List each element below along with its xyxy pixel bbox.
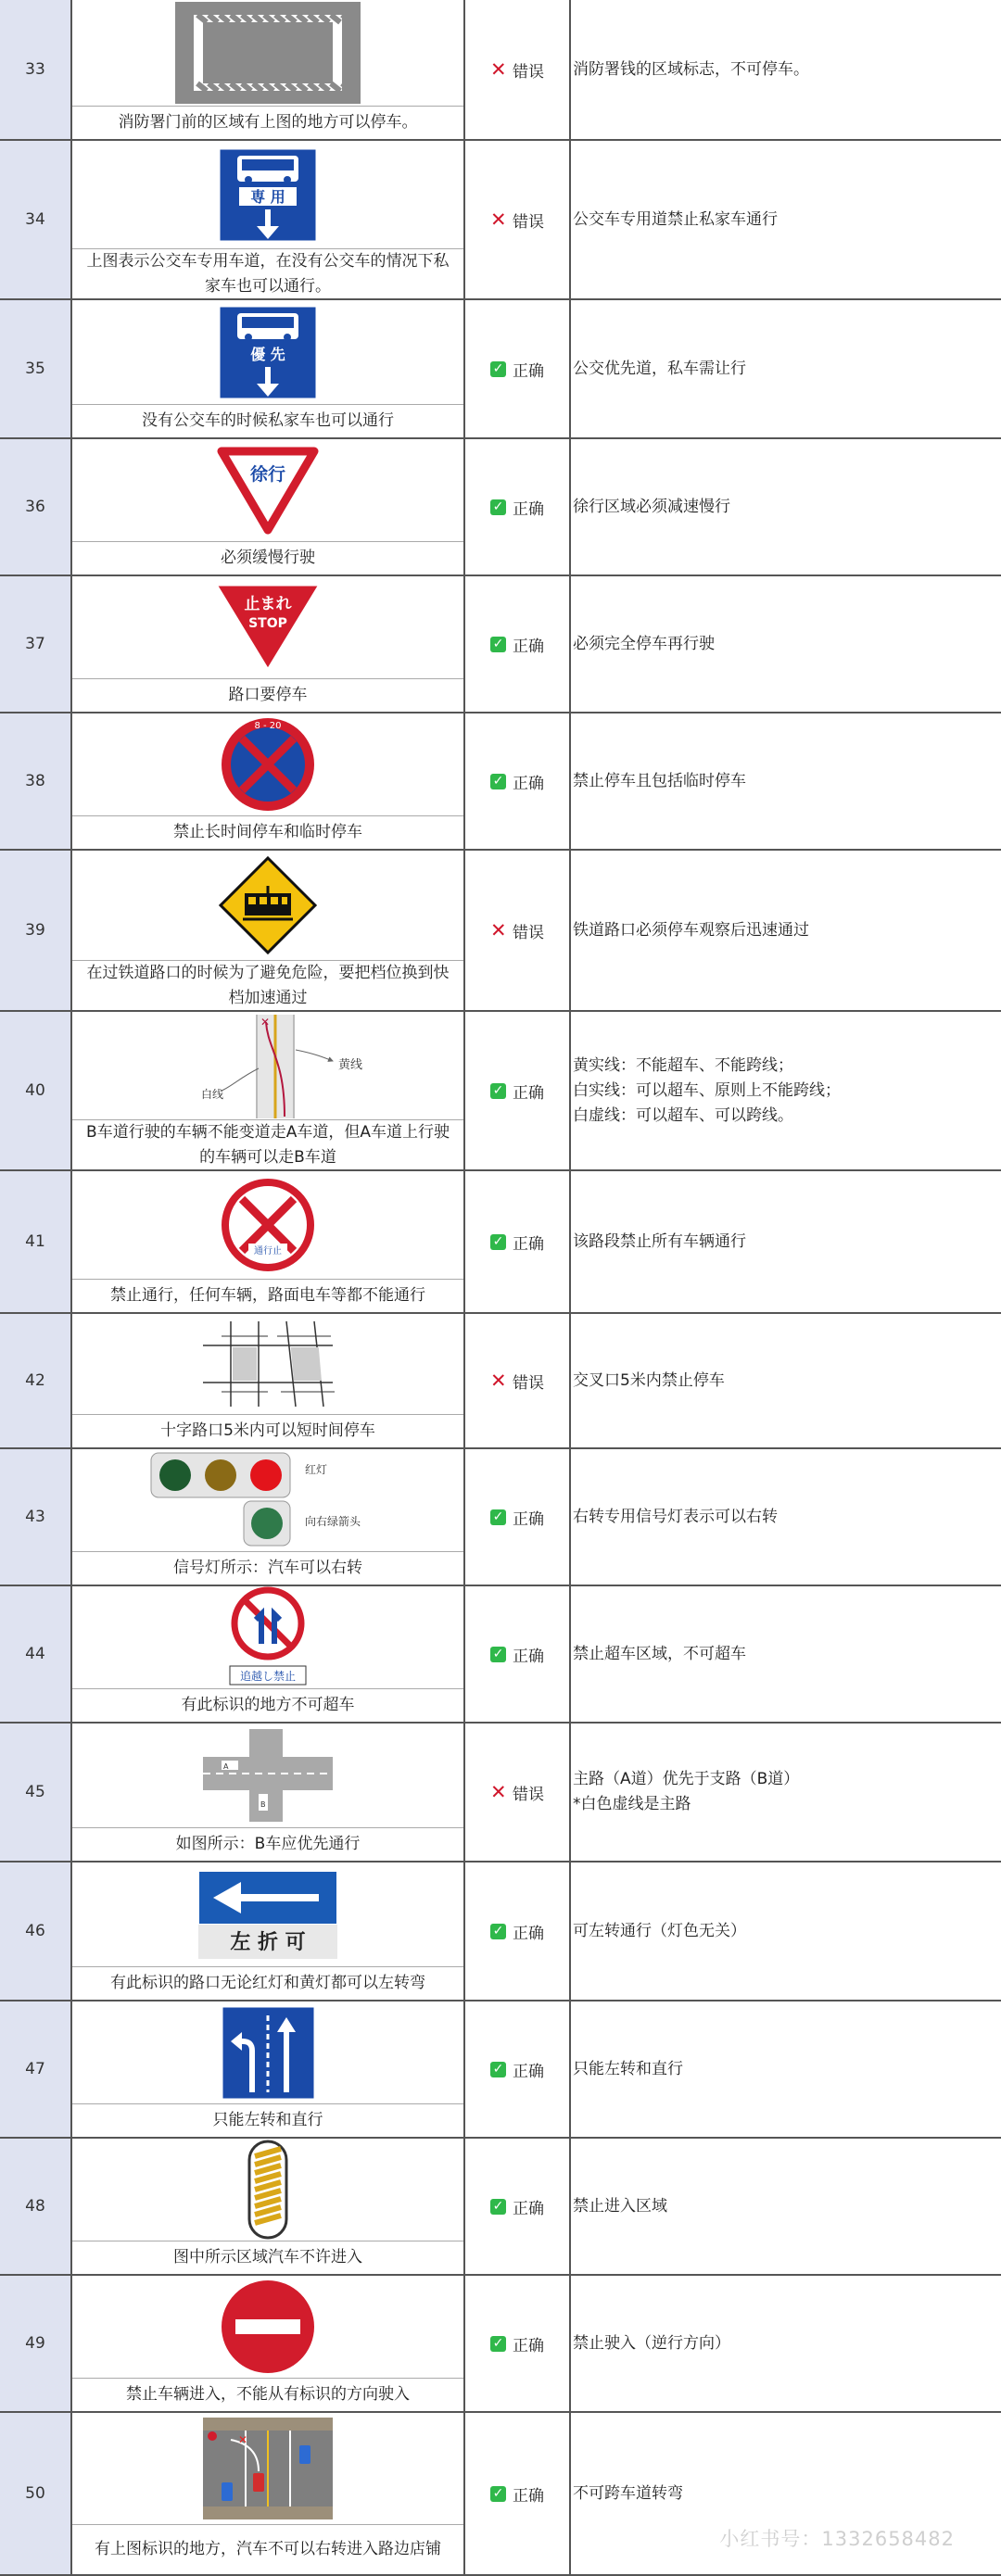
check-mark-icon: ✓ (490, 2062, 506, 2077)
check-mark-icon: ✓ (490, 2336, 506, 2352)
answer-label: 错误 (513, 1373, 544, 1393)
question-text: 没有公交车的时候私家车也可以通行 (72, 404, 463, 437)
question-number: 39 (0, 851, 72, 1010)
answer-label: 错误 (513, 1785, 544, 1804)
explanation-text: 公交车专用道禁止私家车通行 (573, 209, 778, 229)
question-text: 图中所示区域汽车不许进入 (72, 2241, 463, 2274)
tram-warning-sign-icon (72, 851, 463, 960)
bus-priority-lane-sign-icon (72, 300, 463, 404)
svg-text:红灯: 红灯 (305, 1463, 328, 1476)
question-number: 34 (0, 141, 72, 298)
check-mark-icon: ✓ (490, 499, 506, 515)
bus-only-lane-sign-icon (72, 141, 463, 248)
question-text: 十字路口5米内可以短时间停车 (72, 1414, 463, 1447)
no-vehicles-sign-icon (72, 1171, 463, 1279)
intersection-diagram-icon (72, 1314, 463, 1414)
check-mark-icon: ✓ (490, 1234, 506, 1250)
question-text: 禁止长时间停车和临时停车 (72, 815, 463, 849)
explanation-cell (571, 1724, 1001, 1861)
left-turn-permitted-sign-icon (72, 1863, 463, 1966)
explanation-text: 禁止停车且包括临时停车 (573, 771, 746, 790)
explanation-cell (571, 2139, 1001, 2274)
answer-label: 正确 (513, 2199, 544, 2218)
svg-text:白线: 白线 (201, 1087, 224, 1101)
explanation-cell (571, 576, 1001, 712)
question-cell (72, 300, 465, 437)
answer-label: 正确 (513, 1924, 544, 1943)
answer-label: 正确 (513, 774, 544, 793)
svg-text:通行止: 通行止 (254, 1246, 282, 1256)
question-number: 33 (0, 0, 72, 139)
table-row (0, 1449, 1001, 1586)
cross-mark-icon: ✕ (490, 208, 507, 231)
answer-cell (465, 2001, 571, 2137)
answer-cell (465, 1314, 571, 1447)
question-number: 37 (0, 576, 72, 712)
answer-cell (465, 1863, 571, 2000)
table-row (0, 300, 1001, 439)
table-row (0, 2001, 1001, 2139)
question-number: 49 (0, 2276, 72, 2411)
answer-cell (465, 141, 571, 298)
question-cell (72, 1586, 465, 1722)
cross-mark-icon: ✕ (490, 1780, 507, 1803)
question-text: 有此标识的地方不可超车 (72, 1688, 463, 1722)
answer-cell (465, 1586, 571, 1722)
question-text: 只能左转和直行 (72, 2103, 463, 2137)
svg-text:止まれ: 止まれ (244, 595, 292, 613)
question-cell (72, 2139, 465, 2274)
question-cell (72, 0, 465, 139)
question-cell (72, 141, 465, 298)
question-cell (72, 1171, 465, 1312)
check-mark-icon: ✓ (490, 1083, 506, 1099)
explanation-text: 交叉口5米内禁止停车 (573, 1370, 725, 1390)
answer-cell (465, 1449, 571, 1585)
question-text: 路口要停车 (72, 678, 463, 712)
explanation-text: 必须完全停车再行驶 (573, 634, 715, 653)
table-row (0, 1863, 1001, 2001)
table-row (0, 851, 1001, 1012)
answer-label: 错误 (513, 923, 544, 942)
fire-station-zone-sign-icon (72, 0, 463, 106)
check-mark-icon: ✓ (490, 2486, 506, 2502)
svg-text:8 - 20: 8 - 20 (254, 721, 282, 731)
answer-label: 正确 (513, 1083, 544, 1103)
explanation-text: 铁道路口必须停车观察后迅速通过 (573, 920, 809, 940)
stop-sign-icon (72, 576, 463, 678)
explanation-cell (571, 300, 1001, 437)
explanation-cell (571, 0, 1001, 139)
explanation-text: 白实线：可以超车、原则上不能跨线； (573, 1080, 841, 1100)
answer-label: 正确 (513, 361, 544, 381)
explanation-cell (571, 713, 1001, 849)
question-cell (72, 1863, 465, 2000)
question-cell (72, 576, 465, 712)
check-mark-icon: ✓ (490, 361, 506, 377)
answer-label: 正确 (513, 2336, 544, 2355)
answer-label: 正确 (513, 1647, 544, 1666)
explanation-text: 右转专用信号灯表示可以右转 (573, 1507, 778, 1526)
question-number: 42 (0, 1314, 72, 1447)
table-row (0, 1586, 1001, 1724)
answer-cell (465, 1171, 571, 1312)
question-number: 38 (0, 713, 72, 849)
explanation-cell (571, 851, 1001, 1010)
question-text: 信号灯所示：汽车可以右转 (72, 1551, 463, 1585)
answer-label: 正确 (513, 1234, 544, 1254)
question-cell (72, 1314, 465, 1447)
slow-down-sign-icon (72, 439, 463, 541)
explanation-cell (571, 1012, 1001, 1169)
answer-cell (465, 1012, 571, 1169)
table-row (0, 1012, 1001, 1171)
table-row (0, 439, 1001, 576)
safety-zone-marking-icon (72, 2139, 463, 2241)
question-cell (72, 1724, 465, 1861)
check-mark-icon: ✓ (490, 774, 506, 789)
svg-text:✕: ✕ (238, 2433, 248, 2446)
answer-cell (465, 0, 571, 139)
answer-label: 正确 (513, 2486, 544, 2506)
answer-label: 正确 (513, 637, 544, 656)
explanation-text: 禁止进入区域 (573, 2196, 667, 2216)
explanation-text: 黄实线：不能超车、不能跨线； (573, 1055, 793, 1075)
question-text: 有上图标识的地方，汽车不可以右转进入路边店铺 (72, 2524, 463, 2574)
question-text: 如图所示：B车应优先通行 (72, 1827, 463, 1861)
svg-text:追越し禁止: 追越し禁止 (239, 1670, 297, 1683)
question-number: 40 (0, 1012, 72, 1169)
no-entry-sign-icon (72, 2276, 463, 2378)
check-mark-icon: ✓ (490, 637, 506, 652)
table-row (0, 2139, 1001, 2276)
question-cell (72, 2413, 465, 2574)
explanation-cell (571, 2276, 1001, 2411)
table-row (0, 0, 1001, 141)
question-text: 有此标识的路口无论红灯和黄灯都可以左转弯 (72, 1966, 463, 2000)
answer-cell (465, 1724, 571, 1861)
question-cell (72, 439, 465, 575)
question-number: 43 (0, 1449, 72, 1585)
table-row (0, 1314, 1001, 1449)
question-number: 46 (0, 1863, 72, 2000)
answer-cell (465, 851, 571, 1010)
explanation-cell (571, 439, 1001, 575)
road-junction-diagram-icon (72, 1724, 463, 1827)
table-row (0, 141, 1001, 300)
answer-label: 正确 (513, 1509, 544, 1529)
question-cell (72, 1012, 465, 1169)
question-number: 41 (0, 1171, 72, 1312)
explanation-text: 不可跨车道转弯 (573, 2483, 683, 2503)
svg-text:優 先: 優 先 (250, 345, 285, 363)
no-overtaking-sign-icon (72, 1586, 463, 1688)
question-text: 消防署门前的区域有上图的地方可以停车。 (72, 106, 463, 139)
explanation-text: 白虚线：可以超车、可以跨线。 (573, 1105, 793, 1125)
question-number: 44 (0, 1586, 72, 1722)
traffic-light-arrow-icon (72, 1449, 463, 1551)
answer-label: 正确 (513, 2062, 544, 2081)
check-mark-icon: ✓ (490, 2199, 506, 2215)
question-cell (72, 2001, 465, 2137)
question-cell (72, 1449, 465, 1585)
table-row (0, 1724, 1001, 1863)
svg-text:黄线: 黄线 (338, 1057, 363, 1072)
svg-text:左 折 可: 左 折 可 (230, 1930, 306, 1954)
check-mark-icon: ✓ (490, 1924, 506, 1939)
table-row (0, 576, 1001, 713)
check-mark-icon: ✓ (490, 1647, 506, 1662)
question-number: 45 (0, 1724, 72, 1861)
svg-text:STOP: STOP (248, 616, 287, 631)
question-text: 禁止通行，任何车辆，路面电车等都不能通行 (72, 1279, 463, 1312)
answer-label: 错误 (513, 212, 544, 232)
explanation-text: 主路（A道）优先于支路（B道） (573, 1770, 800, 1788)
svg-text:B: B (260, 1800, 266, 1809)
question-number: 48 (0, 2139, 72, 2274)
no-stopping-sign-icon (72, 713, 463, 815)
table-row (0, 2276, 1001, 2413)
question-text: 上图表示公交车专用车道，在没有公交车的情况下私家车也可以通行。 (72, 248, 463, 298)
answer-cell (465, 439, 571, 575)
question-text: 必须缓慢行驶 (72, 541, 463, 575)
cross-mark-icon: ✕ (490, 57, 507, 81)
question-text: 在过铁道路口的时候为了避免危险，要把档位换到快档加速通过 (72, 960, 463, 1010)
explanation-cell (571, 141, 1001, 298)
watermark: 小红书号：1332658482 (719, 2528, 955, 2550)
explanation-cell (571, 1449, 1001, 1585)
question-cell (72, 713, 465, 849)
question-number: 50 (0, 2413, 72, 2574)
question-number: 47 (0, 2001, 72, 2137)
question-text: 禁止车辆进入，不能从有标识的方向驶入 (72, 2378, 463, 2411)
explanation-text: 禁止超车区域，不可超车 (573, 1644, 746, 1663)
table-row (0, 1171, 1001, 1314)
answer-cell (465, 2139, 571, 2274)
question-cell (72, 2276, 465, 2411)
answer-cell (465, 713, 571, 849)
table-row (0, 713, 1001, 851)
cross-mark-icon: ✕ (490, 918, 507, 941)
svg-text:専 用: 専 用 (250, 187, 285, 206)
explanation-text: 消防署钱的区域标志，不可停车。 (573, 59, 809, 79)
question-number: 36 (0, 439, 72, 575)
explanation-text: 禁止驶入（逆行方向） (573, 2333, 730, 2353)
svg-text:✕: ✕ (260, 1015, 271, 1029)
answer-cell (465, 300, 571, 437)
lane-line-diagram-icon (72, 1012, 463, 1119)
answer-cell (465, 2276, 571, 2411)
explanation-cell (571, 2001, 1001, 2137)
explanation-cell (571, 1863, 1001, 2000)
answer-cell (465, 2413, 571, 2574)
crossing-turn-photo-icon (72, 2413, 463, 2524)
check-mark-icon: ✓ (490, 1509, 506, 1525)
explanation-text: *白色虚线是主路 (573, 1795, 691, 1813)
answer-label: 正确 (513, 499, 544, 519)
answer-label: 错误 (513, 62, 544, 82)
explanation-text: 可左转通行（灯色无关） (573, 1921, 746, 1940)
explanation-text: 该路段禁止所有车辆通行 (573, 1231, 746, 1251)
question-cell (72, 851, 465, 1010)
explanation-cell (571, 1586, 1001, 1722)
explanation-cell (571, 1314, 1001, 1447)
svg-text:向右绿箭头: 向右绿箭头 (305, 1515, 361, 1528)
explanation-text: 只能左转和直行 (573, 2059, 683, 2078)
answer-cell (465, 576, 571, 712)
question-number: 35 (0, 300, 72, 437)
explanation-text: 徐行区域必须减速慢行 (573, 497, 730, 516)
question-text: B车道行驶的车辆不能变道走A车道，但A车道上行驶的车辆可以走B车道 (72, 1119, 463, 1169)
left-straight-lane-sign-icon (72, 2001, 463, 2103)
explanation-text: 公交优先道，私车需让行 (573, 359, 746, 378)
cross-mark-icon: ✕ (490, 1369, 507, 1392)
svg-text:A: A (223, 1762, 229, 1771)
explanation-cell (571, 1171, 1001, 1312)
svg-text:徐行: 徐行 (249, 463, 286, 485)
